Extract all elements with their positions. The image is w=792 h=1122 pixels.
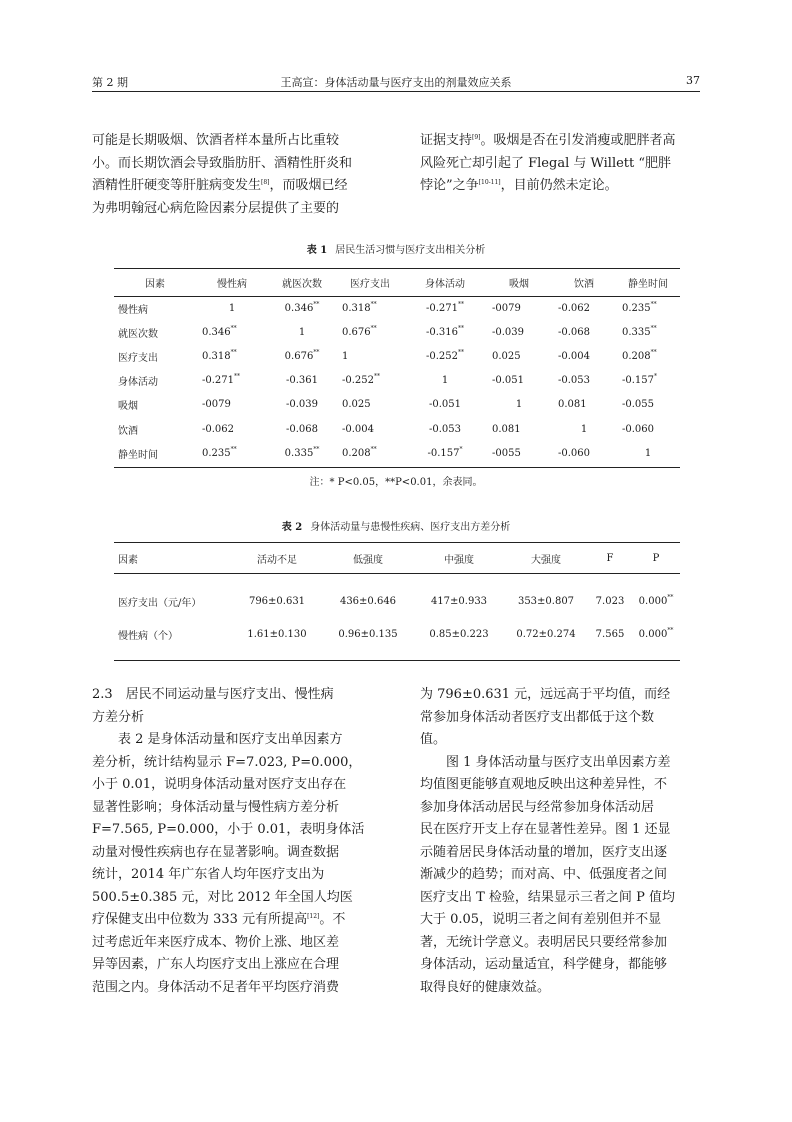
table-cell: 0.96±0.135 (338, 629, 398, 640)
text-line: 小于 0.01，说明身体活动量对医疗支出存在 (92, 777, 347, 792)
table-cell: 417±0.933 (430, 596, 488, 607)
text-line: 疗保健支出中位数为 333 元有所提高[12]。不 (92, 912, 346, 927)
text-line: 差分析，统计结构显示 F=7.023, P=0.000， (92, 754, 362, 770)
table-cell: 1 (228, 302, 236, 314)
table-cell: -0.361 (285, 375, 318, 387)
row-label: 饮酒 (118, 425, 138, 437)
table2 (114, 543, 680, 651)
table-cell: -0.062 (558, 302, 591, 314)
table1-header-rule (114, 296, 680, 297)
table-cell: -0.055 (622, 399, 655, 411)
table-cell: -0.157* (622, 373, 658, 387)
table1 (114, 269, 680, 465)
table-cell: -0.004 (342, 423, 375, 435)
significance-mark: ** (234, 373, 241, 381)
significance-mark: ** (667, 594, 674, 601)
table-cell: -0.271** (202, 373, 241, 387)
text-line: 酒精性肝硬变等肝脏病变发生[8]，而吸烟已经 (92, 178, 348, 193)
intro-left-column (92, 130, 380, 220)
table-cell: 0.081 (558, 399, 587, 411)
col-header: F (606, 552, 614, 564)
significance-mark: ** (650, 348, 657, 356)
significance-mark: ** (650, 300, 657, 308)
row-label: 就医次数 (118, 328, 158, 340)
text-line: 统计，2014 年广东省人均年医疗支出为 (92, 867, 325, 882)
section-right-column (420, 684, 702, 999)
table-cell: 0.676** (342, 324, 377, 338)
section-left-column (92, 729, 382, 999)
table-cell: -0.157* (427, 445, 463, 459)
col-header: 饮酒 (574, 279, 594, 290)
table-header-row (114, 269, 680, 296)
running-title: 王高宣：身体活动量与医疗支出的剂量效应关系 (280, 76, 512, 89)
col-header: P (652, 552, 660, 564)
significance-mark: ** (370, 324, 377, 332)
significance-mark: ** (313, 348, 320, 356)
table-cell: -0.053 (428, 423, 461, 435)
text-line: 渐减少的趋势；而对高、中、低强度者之间 (420, 867, 668, 882)
table-row (114, 417, 680, 441)
text-line: 著，无统计学意义。表明居民只要经常参加 (420, 934, 668, 950)
text-line: 500.5±0.385 元，对比 2012 年全国人均医 (92, 889, 353, 905)
table-cell: 0.318** (202, 348, 237, 362)
text-line: 值。 (420, 732, 447, 747)
significance-mark: ** (458, 324, 464, 332)
significance-mark: ** (230, 348, 237, 356)
table-row (114, 441, 680, 465)
table-row (114, 369, 680, 393)
table-cell: -0.316** (425, 324, 464, 338)
row-label: 慢性病（个） (118, 631, 178, 642)
table-row (114, 344, 680, 368)
table-cell: -0.252** (425, 348, 464, 362)
text-line: 表 2 是身体活动量和医疗支出单因素方 (92, 732, 343, 747)
table2-caption: 表 2 身体活动量与患慢性疾病、医疗支出方差分析 (281, 522, 511, 533)
table1-bottom-rule (114, 467, 680, 468)
text-line: 图 1 身体活动量与医疗支出单因素方差 (420, 754, 671, 770)
text-line: 悖论”之争[10-11]，目前仍然未定论。 (420, 178, 618, 193)
table-cell: 0.335** (622, 324, 657, 338)
col-header: 吸烟 (509, 279, 529, 290)
significance-mark: ** (230, 324, 237, 332)
table2-header-rule (114, 573, 680, 574)
text-line: 民在医疗开支上存在显著性差异。图 1 还显 (420, 822, 671, 837)
text-line: 动量对慢性疾病也存在显著影响。调查数据 (92, 844, 340, 860)
table-cell: 0.025 (342, 399, 371, 411)
text-line: 范围之内。身体活动不足者年平均医疗消费 (92, 979, 340, 995)
intro-right-column (420, 130, 702, 198)
table-cell: -0.060 (558, 447, 591, 459)
text-line: 可能是长期吸烟、饮酒者样本量所占比重较 (92, 133, 340, 148)
table-cell: 353±0.807 (517, 596, 575, 607)
significance-mark: ** (370, 300, 377, 308)
table-cell: -0.051 (492, 375, 525, 387)
table-cell: 0.208** (342, 445, 377, 459)
significance-mark: ** (650, 324, 657, 332)
table-cell: -0055 (492, 447, 521, 459)
text-line: 过考虑近年来医疗成本、物价上涨、地区差 (92, 934, 340, 950)
significance-mark: ** (667, 627, 674, 634)
section-heading-line: 方差分析 (92, 709, 145, 725)
text-line: 风险死亡却引起了 Flegal 与 Willett “肥胖 (420, 155, 672, 171)
col-header: 慢性病 (217, 279, 247, 290)
citation: [12] (307, 913, 320, 920)
table-cell: 0.000** (638, 627, 674, 640)
table-cell: -0.068 (285, 423, 318, 435)
row-label: 身体活动 (118, 377, 158, 389)
table-cell: 0.081 (492, 423, 521, 435)
significance-mark: ** (370, 445, 377, 453)
table-cell: -0.051 (428, 399, 461, 411)
table-cell: 0.235** (622, 300, 657, 314)
text-line: 为 796±0.631 元，远远高于平均值，而经 (420, 687, 671, 702)
row-label: 医疗支出（元/年） (118, 598, 202, 609)
table1-note: 注：* P<0.05，**P<0.01，余表同。 (309, 477, 483, 488)
significance-mark: ** (230, 445, 237, 453)
col-header: 因素 (118, 554, 138, 566)
text-line: 取得良好的健康效益。 (420, 979, 551, 995)
table-cell: 0.346** (284, 300, 320, 314)
col-header: 中强度 (444, 554, 474, 566)
row-label: 静坐时间 (118, 449, 158, 461)
table-cell: 0.235** (202, 445, 237, 459)
table-cell: 1 (644, 447, 652, 459)
table-cell: -0.039 (285, 399, 318, 411)
col-header: 就医次数 (282, 279, 322, 290)
table-row (114, 296, 680, 320)
table-cell: 0.025 (492, 350, 521, 362)
table-cell: -0.053 (558, 375, 591, 387)
significance-mark: * (654, 373, 658, 381)
significance-mark: ** (458, 348, 464, 356)
table-header-row (114, 543, 680, 573)
table-cell: -0.068 (558, 326, 591, 338)
table-row (114, 393, 680, 417)
table-cell: 0.346** (202, 324, 237, 338)
table-cell: -0079 (202, 399, 231, 411)
table-row (114, 585, 680, 618)
table-cell: 0.208** (622, 348, 657, 362)
table-cell: 1 (441, 375, 449, 387)
col-header: 低强度 (353, 554, 383, 566)
table-cell: -0.062 (202, 423, 235, 435)
table-row (114, 320, 680, 344)
text-line: F=7.565, P=0.000，小于 0.01，表明身体活 (92, 822, 365, 837)
significance-mark: ** (458, 300, 464, 308)
citation: [9] (472, 134, 481, 141)
table-cell: 0.676** (284, 348, 320, 362)
text-line: 为弗明翰冠心病危险因素分层提供了主要的 (92, 200, 340, 216)
table-cell: -0079 (492, 302, 521, 314)
text-line: 常参加身体活动者医疗支出都低于这个数 (420, 709, 655, 725)
table-cell: 0.318** (342, 300, 377, 314)
table-cell: -0.004 (558, 350, 591, 362)
table-cell: 0.335** (284, 445, 320, 459)
section-heading-line: 2.3 居民不同运动量与医疗支出、慢性病 (92, 687, 334, 702)
text-line: 医疗支出 T 检验，结果显示三者之间 P 值均 (420, 889, 675, 905)
table-cell: -0.271** (425, 300, 464, 314)
table-cell: 0.72±0.274 (516, 629, 576, 640)
table-cell: 0.85±0.223 (429, 629, 489, 640)
text-line: 均值图更能够直观地反映出这种差异性，不 (420, 777, 668, 792)
significance-mark: ** (313, 445, 320, 453)
text-line: 参加身体活动居民与经常参加身体活动居 (420, 799, 655, 815)
table-cell: 0.000** (638, 594, 674, 607)
col-header: 因素 (145, 279, 165, 290)
text-line: 身体活动，运动量适宜，科学健身，都能够 (420, 957, 668, 972)
table-cell: 1.61±0.130 (247, 629, 307, 640)
table-cell: -0.060 (622, 423, 655, 435)
text-line: 小。而长期饮酒会导致脂肪肝、酒精性肝炎和 (92, 155, 353, 171)
section-heading (92, 684, 382, 729)
table-row (114, 618, 680, 651)
row-label: 慢性病 (118, 304, 148, 316)
col-header: 大强度 (531, 554, 561, 566)
row-label: 医疗支出 (118, 352, 158, 364)
table-cell: 1 (515, 399, 523, 411)
citation: [10-11] (478, 179, 501, 186)
table-cell: 1 (342, 350, 349, 362)
table2-bottom-rule (114, 660, 680, 661)
col-header: 活动不足 (257, 554, 297, 566)
table-cell: 7.565 (595, 629, 625, 640)
table-cell: 796±0.631 (248, 596, 306, 607)
table-cell: 1 (298, 326, 306, 338)
table-cell: 1 (580, 423, 588, 435)
journal-issue: 第 2 期 (92, 76, 128, 89)
significance-mark: ** (374, 373, 381, 381)
header-rule (92, 91, 700, 92)
citation: [8] (261, 179, 270, 186)
table-cell: -0.039 (492, 326, 525, 338)
significance-mark: * (459, 445, 463, 453)
text-line: 证据支持[9]。吸烟是否在引发消瘦或肥胖者高 (420, 133, 676, 148)
col-header: 医疗支出 (350, 279, 390, 290)
table-cell: 436±0.646 (339, 596, 397, 607)
text-line: 大于 0.05，说明三者之间有差别但并不显 (420, 912, 662, 927)
significance-mark: ** (313, 300, 320, 308)
col-header: 身体活动 (425, 279, 465, 290)
text-line: 示随着居民身体活动量的增加，医疗支出逐 (420, 844, 668, 860)
col-header: 静坐时间 (628, 279, 668, 290)
table1-caption: 表 1 居民生活习惯与医疗支出相关分析 (306, 245, 486, 256)
table-cell: 7.023 (595, 596, 625, 607)
table-cell: -0.252** (342, 373, 381, 387)
row-label: 吸烟 (118, 401, 138, 413)
page-number: 37 (686, 74, 700, 87)
text-line: 显著性影响；身体活动量与慢性病方差分析 (92, 799, 340, 815)
text-line: 异等因素，广东人均医疗支出上涨应在合理 (92, 957, 340, 972)
